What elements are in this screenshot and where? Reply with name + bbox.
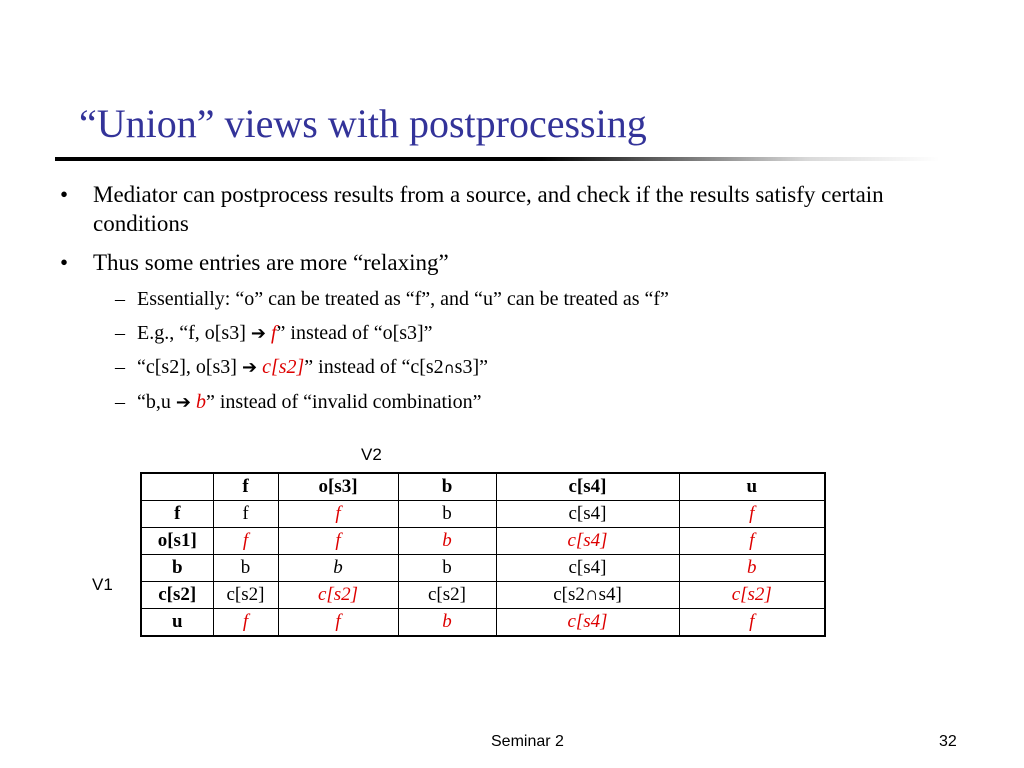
bullet-text: Mediator can postprocess results from a source, and check if the results satisfy certain conditions bbox=[93, 182, 884, 236]
table-cell-relaxed: b bbox=[398, 609, 496, 637]
sub-text-part: “b,u bbox=[137, 391, 176, 413]
intersection-icon: ∩ bbox=[443, 359, 455, 377]
highlight-text: b bbox=[195, 391, 206, 413]
slide-title: “Union” views with postprocessing bbox=[79, 101, 647, 146]
sub-text-part: “c[s2], o[s3] bbox=[137, 356, 242, 378]
table-cell: c[s2] bbox=[213, 582, 278, 609]
sub-bullet-essentially bbox=[60, 287, 940, 312]
table-cell-relaxed: b bbox=[679, 555, 825, 582]
table-cell-relaxed: f bbox=[278, 528, 398, 555]
table-cell: c[s2] bbox=[398, 582, 496, 609]
sub-marker: – bbox=[115, 391, 125, 413]
sub-text-part: ” instead of “o[s3]” bbox=[276, 322, 433, 344]
column-header: u bbox=[679, 473, 825, 501]
table-cell-relaxed: c[s4] bbox=[496, 528, 679, 555]
row-header: c[s2] bbox=[141, 582, 213, 609]
sub-text-part: s3]” bbox=[454, 356, 488, 378]
sub-bullet-example-f bbox=[60, 321, 940, 346]
table-cell-relaxed: b bbox=[398, 528, 496, 555]
table-row bbox=[141, 555, 825, 582]
table-cell-italic: b bbox=[278, 555, 398, 582]
row-header: b bbox=[141, 555, 213, 582]
column-axis-label: V2 bbox=[361, 445, 382, 464]
page-number: 32 bbox=[939, 733, 957, 750]
table-cell: c[s2∩s4] bbox=[496, 582, 679, 609]
row-header: f bbox=[141, 501, 213, 528]
slide-body bbox=[60, 180, 940, 424]
table-row bbox=[141, 528, 825, 555]
column-header: f bbox=[213, 473, 278, 501]
sub-bullet-example-c bbox=[60, 355, 940, 381]
table-cell: b bbox=[213, 555, 278, 582]
table-cell-relaxed: f bbox=[679, 609, 825, 637]
column-header: b bbox=[398, 473, 496, 501]
table-cell: c[s4] bbox=[496, 555, 679, 582]
table-cell: b bbox=[398, 501, 496, 528]
column-header: o[s3] bbox=[278, 473, 398, 501]
bullet-text: Thus some entries are more “relaxing” bbox=[93, 250, 449, 275]
sub-marker: – bbox=[115, 322, 125, 344]
table-cell-relaxed: f bbox=[679, 528, 825, 555]
bullet-relaxing bbox=[60, 248, 940, 277]
table-row bbox=[141, 582, 825, 609]
table-row bbox=[141, 609, 825, 637]
highlight-text: f bbox=[270, 322, 277, 344]
table-cell-relaxed: c[s2] bbox=[679, 582, 825, 609]
arrow-icon: ➔ bbox=[175, 392, 191, 413]
arrow-icon: ➔ bbox=[250, 323, 266, 344]
bullet-postprocess bbox=[60, 180, 940, 238]
table-header-row bbox=[141, 473, 825, 501]
row-header: o[s1] bbox=[141, 528, 213, 555]
table-cell-relaxed: f bbox=[679, 501, 825, 528]
column-header: c[s4] bbox=[496, 473, 679, 501]
table-cell: f bbox=[213, 501, 278, 528]
sub-text-part: ” instead of “c[s2 bbox=[304, 356, 444, 378]
table-cell-relaxed: f bbox=[213, 609, 278, 637]
footer-title: Seminar 2 bbox=[491, 733, 564, 750]
table-row bbox=[141, 501, 825, 528]
sub-text-part: E.g., “f, o[s3] bbox=[137, 322, 251, 344]
table-cell-relaxed: c[s2] bbox=[278, 582, 398, 609]
sub-text-part: ” instead of “invalid combination” bbox=[205, 391, 482, 413]
row-header: u bbox=[141, 609, 213, 637]
table-cell-relaxed: f bbox=[278, 609, 398, 637]
table-cell-relaxed: c[s4] bbox=[496, 609, 679, 637]
table-cell-relaxed: f bbox=[278, 501, 398, 528]
row-axis-label: V1 bbox=[92, 575, 113, 594]
bullet-marker: • bbox=[60, 182, 69, 207]
table-cell: c[s4] bbox=[496, 501, 679, 528]
combination-table bbox=[140, 472, 826, 637]
table-cell: b bbox=[398, 555, 496, 582]
sub-bullet-example-b bbox=[60, 390, 940, 415]
table-corner-cell bbox=[141, 473, 213, 501]
sub-text: Essentially: “o” can be treated as “f”, and “u” can be treated as “f” bbox=[137, 288, 669, 310]
highlight-text: c[s2] bbox=[262, 356, 305, 378]
bullet-marker: • bbox=[60, 250, 69, 275]
sub-marker: – bbox=[115, 288, 125, 310]
arrow-icon: ➔ bbox=[241, 357, 258, 378]
title-underline bbox=[55, 157, 940, 161]
table-cell-relaxed: f bbox=[213, 528, 278, 555]
sub-marker: – bbox=[115, 356, 125, 378]
